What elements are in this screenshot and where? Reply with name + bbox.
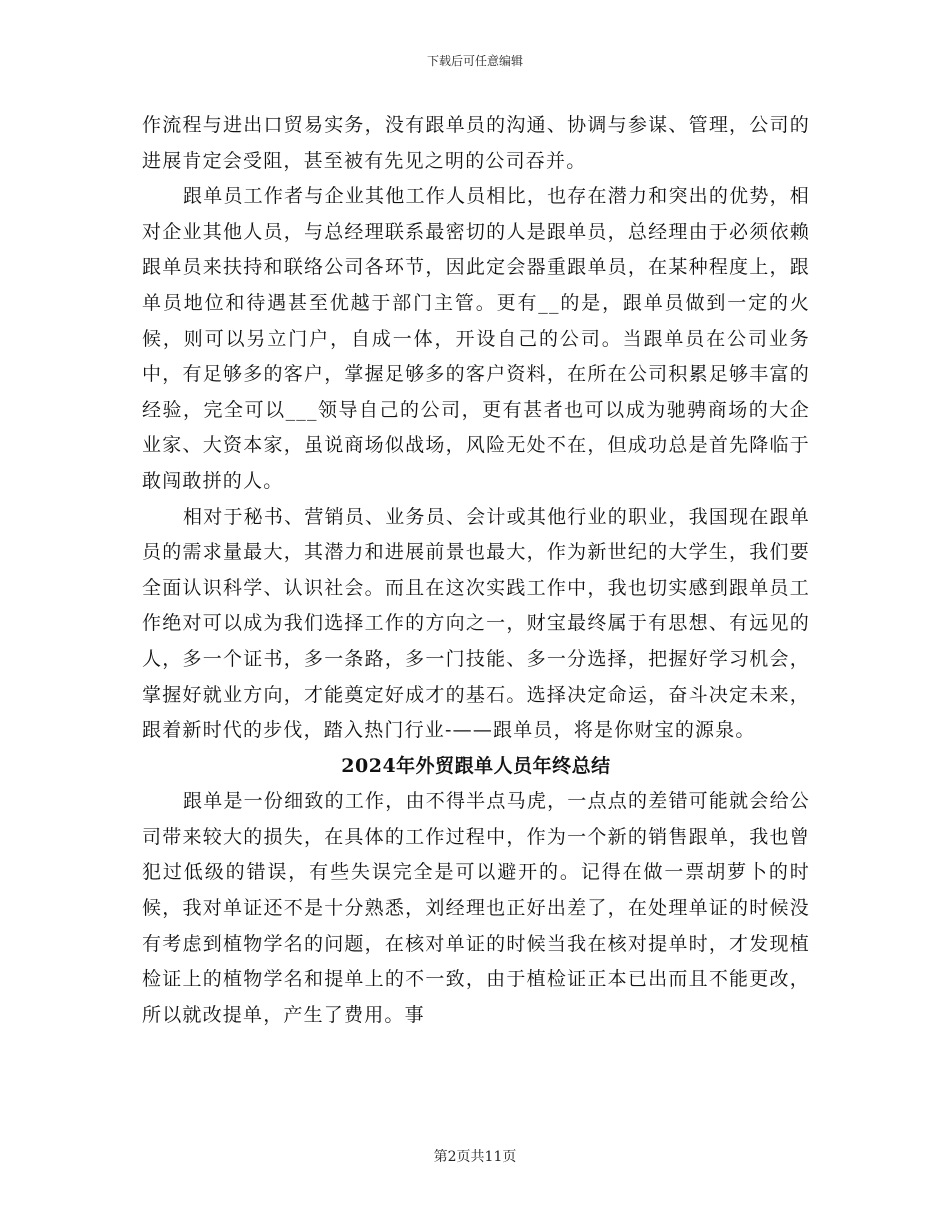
paragraph-continuation: 作流程与进出口贸易实务，没有跟单员的沟通、协调与参谋、管理，公司的进展肯定会受阻，甚至被有先见之明的公司吞并。 [142,114,810,172]
page-header: 下载后可任意编辑 [426,54,523,68]
paragraph-career-outlook: 相对于秘书、营销员、业务员、会计或其他行业的职业，我国现在跟单员的需求量最大，其潜力和进展前景也最大，作为新世纪的大学生，我们要全面认识科学、认识社会。而且在这次实践工作中，我也切实感到跟单员工作绝对可以成为我们选择工作的方向之一，财宝最终属于有思想、有远见的人，多一个证书，多一条路，多一门技能、多一分选择，把握好学习机会，掌握好就业方向，才能奠定好成才的基石。选择决定命运，奋斗决定未来，跟着新时代的步伐，踏入热门行业-——跟单员，将是你财宝的源泉。 [142,505,810,742]
paragraph-advantages: 跟单员工作者与企业其他工作人员相比，也存在潜力和突出的优势，相对企业其他人员，与总经理联系最密切的人是跟单员，总经理由于必须依赖跟单员来扶持和联络公司各环节，因此定会器重跟单员，在某种程度上，跟单员地位和待遇甚至优越于部门主管。更有__的是，跟单员做到一定的火候，则可以另立门户，自成一体，开设自己的公司。当跟单员在公司业务中，有足够多的客户，掌握足够多的客户资料，在所在公司积累足够丰富的经验，完全可以___领导自己的公司，更有甚者也可以成为驰骋商场的大企业家、大资本家，虽说商场似战场，风险无处不在，但成功总是首先降临于敢闯敢拼的人。 [142,185,810,492]
page-footer: 第2页共11页 [433,1149,517,1165]
paragraph-summary: 跟单是一份细致的工作，由不得半点马虎，一点点的差错可能就会给公司带来较大的损失，在具体的工作过程中，作为一个新的销售跟单，我也曾犯过低级的错误，有些失误完全是可以避开的。记得在做一票胡萝卜的时候，我对单证还不是十分熟悉，刘经理也正好出差了，在处理单证的时候没有考虑到植物学名的问题，在核对单证的时候当我在核对提单时，才发现植检证上的植物学名和提单上的不一致，由于植检证正本已出而且不能更改，所以就改提单，产生了费用。事 [142,790,810,1026]
section-title: 2024年外贸跟单人员年终总结 [341,754,611,777]
document-body [142,108,810,1033]
